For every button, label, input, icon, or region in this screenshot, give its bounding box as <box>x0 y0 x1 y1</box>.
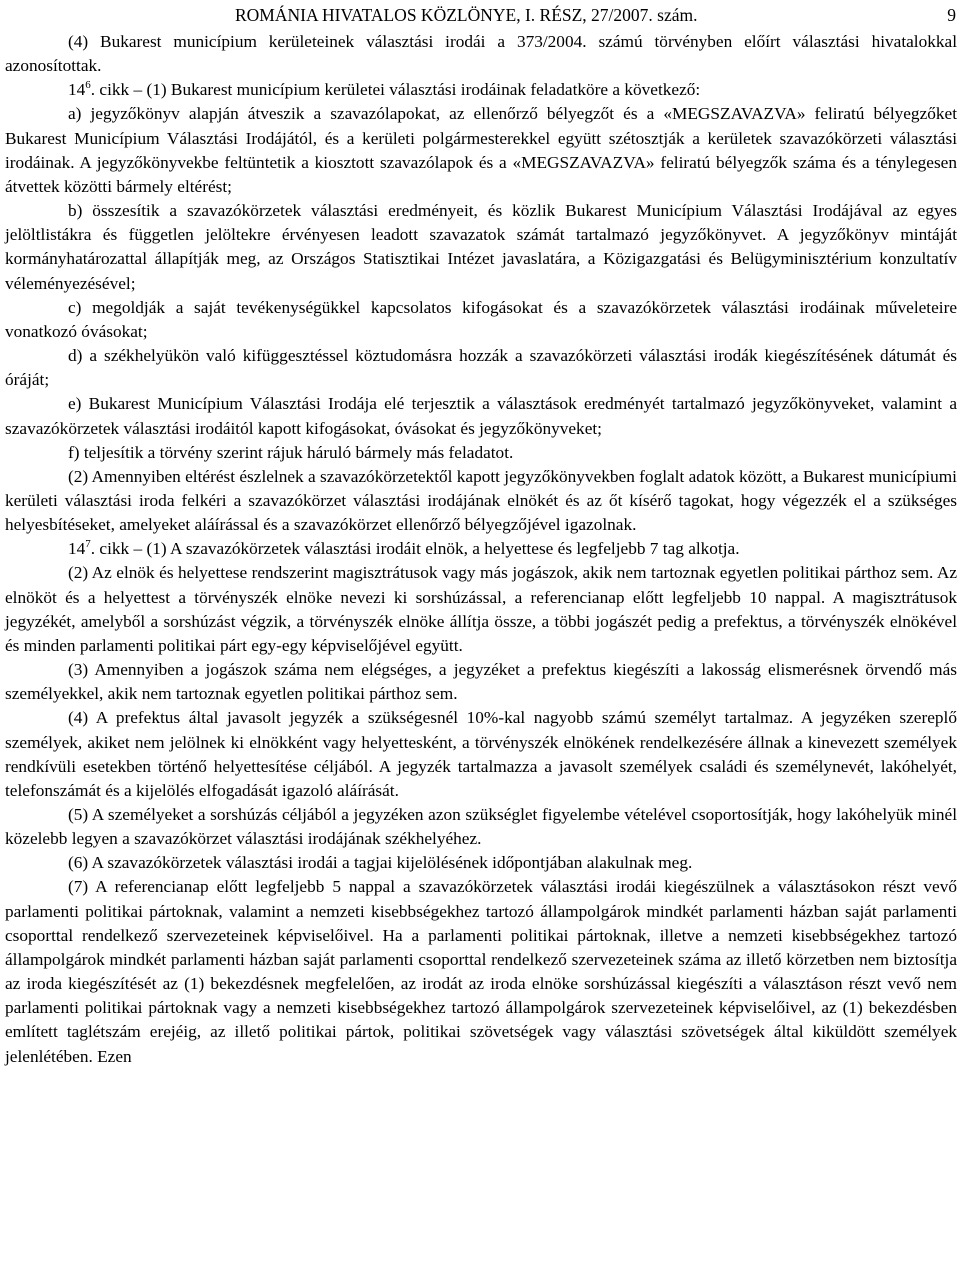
paragraph-c: c) megoldják a saját tevékenységükkel kapcsolatos kifogásokat és a szavazókörzetek választási irodáinak műveleteire vonatkozó óvásokat; <box>5 297 957 341</box>
paragraph-5: (5) A személyeket a sorshúzás céljából a jegyzéken azon szükséglet figyelembe vételével csoportosítják, hogy lakóhelyük minél közelebb legyen a szavazókörzet választási irodájának székhelyéhez. <box>5 805 957 849</box>
article-superscript: 6 <box>85 79 91 92</box>
paragraph-3: (3) Amennyiben a jogászok száma nem elégséges, a jegyzéket a prefektus kiegészíti a lakosság elismerésnek örvendő más személyekkel, akik nem tartoznak egyetlen politikai párthoz sem. <box>5 660 957 704</box>
paragraph-a: a) jegyzőkönyv alapján átveszik a szavazólapokat, az ellenőrző bélyegzőt és a «MEGSZAVAZVA» feliratú bélyegzőket Bukarest Municípium Választási Irodájától, és a kerületi polgármesterekkel együtt szétosztják a kerületek szavazókörzeti választási irodáinak. A jegyzőkönyvekbe feltüntetik a kiosztott szavazólapok és a «MEGSZAVAZVA» feliratú bélyegzők száma és a ténylegesen átvettek közötti bármely eltérést; <box>5 104 957 196</box>
article-number: 14 <box>68 539 86 559</box>
article-number: 14 <box>68 80 86 100</box>
article-superscript: 7 <box>85 538 91 551</box>
article-text: . cikk – (1) A szavazókörzetek választási irodáit elnök, a helyettese és legfeljebb 7 tag alkotja. <box>90 539 740 559</box>
paragraph-f: f) teljesítik a törvény szerint rájuk háruló bármely más feladatot. <box>68 442 514 462</box>
paragraph-d: d) a székhelyükön való kifüggesztéssel köztudomásra hozzák a szavazókörzeti választási irodák kiegészítésének dátumát és óráját; <box>5 346 957 390</box>
document-page <box>5 4 957 1069</box>
article-text: . cikk – (1) Bukarest municípium kerületei választási irodáinak feladatköre a következő: <box>90 80 701 100</box>
article-heading-14-7 <box>5 537 957 561</box>
header-title: ROMÁNIA HIVATALOS KÖZLÖNYE, I. RÉSZ, 27/2007. szám. <box>235 5 698 25</box>
page-header <box>5 4 957 30</box>
paragraph-b: b) összesítik a szavazókörzetek választási eredményeit, és közlik Bukarest Municípium Választási Irodájával az egyes jelöltlistákra és független jelöltekre érvényesen leadott szavazatok számát tartalmazó jegyzőkönyvet. A jegyzőkönyv mintáját kormányhatározattal állapítják meg, az Országos Statisztikai Intézet javaslatára, a Közigazgatási és Belügyminisztérium konzultatív véleményezésével; <box>5 201 957 293</box>
paragraph-2: (2) Amennyiben eltérést észlelnek a szavazókörzetektől kapott jegyzőkönyvekben foglalt adatok között, a Bukarest municípiumi kerületi választási iroda felkéri a szavazókörzet választási irodájának elnökét és az őt kísérő tagokat, hogy végezzék el a szükséges helyesbítéseket, amelyeket aláírással és a szavazókörzet ellenőrző bélyegzőjével igazolnak. <box>5 466 957 535</box>
paragraph-4b: (4) A prefektus által javasolt jegyzék a szükségesnél 10%-kal nagyobb számú személyt tartalmaz. A jegyzéken szereplő személyek, akiket nem jelölnek ki elnökként vagy helyettesként, a törvényszék elnökének rendelkezésére állnak a kinevezett személyek rendkívüli esetekben történő helyettesítése céljából. A jegyzék tartalmazza a javasolt személyek családi és személynevét, lakóhelyét, telefonszámát és a kijelölés elfogadását igazoló aláírását. <box>5 708 957 800</box>
article-heading-14-6 <box>5 78 957 102</box>
page-number: 9 <box>947 5 956 25</box>
paragraph-6: (6) A szavazókörzetek választási irodái a tagjai kijelölésének időpontjában alakulnak meg. <box>68 853 693 873</box>
document-body <box>5 30 957 1069</box>
paragraph-4: (4) Bukarest municípium kerületeinek választási irodái a 373/2004. számú törvényben előírt választási hivatalokkal azonosítottak. <box>5 32 957 76</box>
paragraph-7: (7) A referencianap előtt legfeljebb 5 nappal a szavazókörzetek választási irodái kiegészülnek a választásokon részt vevő parlamenti politikai pártoknak, valamint a nemzeti kisebbségekhez tartozó állampolgárok mindkét parlamenti házban saját parlamenti csoporttal rendelkező szervezeteinek képviselőivel. Ha a parlamenti politikai pártoknak, illetve a nemzeti kisebbségekhez tartozó állampolgárok mindkét parlamenti házban saját parlamenti csoporttal rendelkező szervezeteinek száma az illető körzetben nem biztosítja az iroda kiegészítését az (1) bekezdésnek megfelelően, az irodát az iroda elnöke sorshúzással kiegészíti a választáson részt vevő nem parlamenti politikai pártoknak vagy a nemzeti kisebbségekhez tartozó állampolgárok szervezeteinek képviselőivel, az (1) bekezdésben említett taglétszám erejéig, az illető politikai pártok, politikai szövetségek vagy választási szövetségek által kiküldött személyek jelenlétében. Ezen <box>5 877 957 1066</box>
paragraph-e: e) Bukarest Municípium Választási Irodája elé terjesztik a választások eredményét tartalmazó jegyzőkönyveket, valamint a szavazókörzetek választási irodáitól kapott kifogásokat, óvásokat és jegyzőkönyveket; <box>5 394 957 438</box>
paragraph-2b: (2) Az elnök és helyettese rendszerint magisztrátusok vagy más jogászok, akik nem tartoznak egyetlen politikai párthoz sem. Az elnököt és a helyettest a törvényszék elnöke nevezi ki sorshúzással, a referencianap előtt legfeljebb 10 nappal. A magisztrátusok jegyzékét, amelyből a sorshúzást végzik, a törvényszék elnöke állítja össze, a többi jogászét pedig a prefektus, a törvényszék elnökével és minden parlamenti politikai párt egy-egy képviselőjével együtt. <box>5 563 957 655</box>
